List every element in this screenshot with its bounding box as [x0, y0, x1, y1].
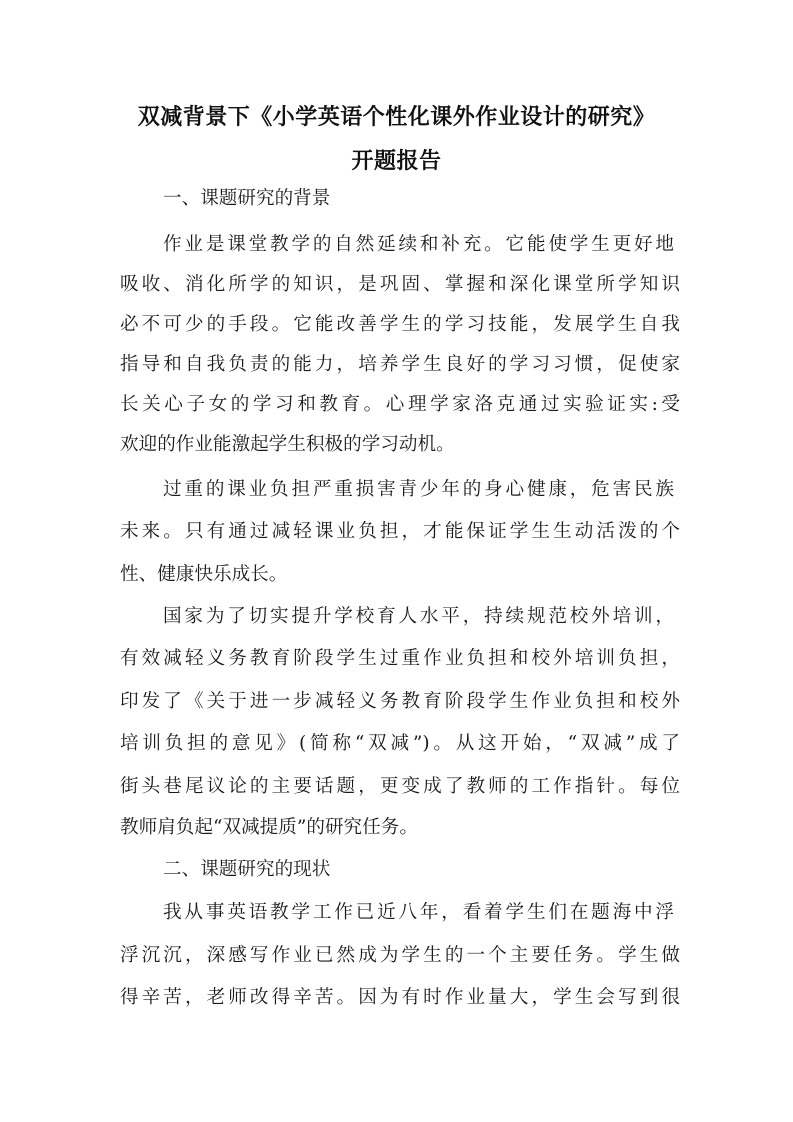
- paragraph-2-line-1: 过重的课业负担严重损害青少年的身心健康，危害民族: [163, 479, 674, 500]
- section-1-heading: 一、课题研究的背景: [163, 188, 331, 209]
- paragraph-3-line-5: 街头巷尾议论的主要话题，更变成了教师的工作指针。每位: [120, 776, 680, 797]
- paragraph-3-line-3: 印发了《关于进一步减轻义务教育阶段学生作业负担和校外: [120, 691, 680, 712]
- paragraph-4-line-3: 得辛苦，老师改得辛苦。因为有时作业量大，学生会写到很: [120, 987, 680, 1008]
- paragraph-4-line-1: 我从事英语教学工作已近八年，看着学生们在题海中浮: [163, 902, 674, 923]
- document-title-line-1: 双减背景下《小学英语个性化课外作业设计的研究》: [137, 104, 656, 130]
- paragraph-1-line-2: 吸收、消化所学的知识，是巩固、掌握和深化课堂所学知识: [120, 274, 680, 295]
- paragraph-3-line-4: 培训负担的意见》(简称“双减”)。从这开始，“双减”成了: [120, 733, 680, 754]
- paragraph-4-line-2: 浮沉沉，深感写作业已然成为学生的一个主要任务。学生做: [120, 945, 680, 966]
- paragraph-2-line-2: 未来。只有通过减轻课业负担，才能保证学生生动活泼的个: [120, 521, 680, 542]
- paragraph-1-line-6: 欢迎的作业能激起学生积极的学习动机。: [120, 434, 455, 455]
- paragraph-1-line-3: 必不可少的手段。它能改善学生的学习技能，发展学生自我: [120, 314, 680, 335]
- paragraph-3-line-6: 教师肩负起“双减提质”的研究任务。: [120, 817, 418, 838]
- section-2-heading: 二、课题研究的现状: [163, 859, 331, 880]
- paragraph-1-line-5: 长关心子女的学习和教育。心理学家洛克通过实验证实:受: [120, 394, 681, 415]
- paragraph-1-line-4: 指导和自我负责的能力，培养学生良好的学习习惯，促使家: [120, 354, 680, 375]
- paragraph-3-line-2: 有效减轻义务教育阶段学生过重作业负担和校外培训负担，: [120, 648, 680, 669]
- document-title-line-2: 开题报告: [351, 148, 442, 174]
- paragraph-2-line-3: 性、健康快乐成长。: [120, 564, 288, 585]
- paragraph-3-line-1: 国家为了切实提升学校育人水平，持续规范校外培训，: [163, 606, 674, 627]
- paragraph-1-line-1: 作业是课堂教学的自然延续和补充。它能使学生更好地: [163, 234, 674, 255]
